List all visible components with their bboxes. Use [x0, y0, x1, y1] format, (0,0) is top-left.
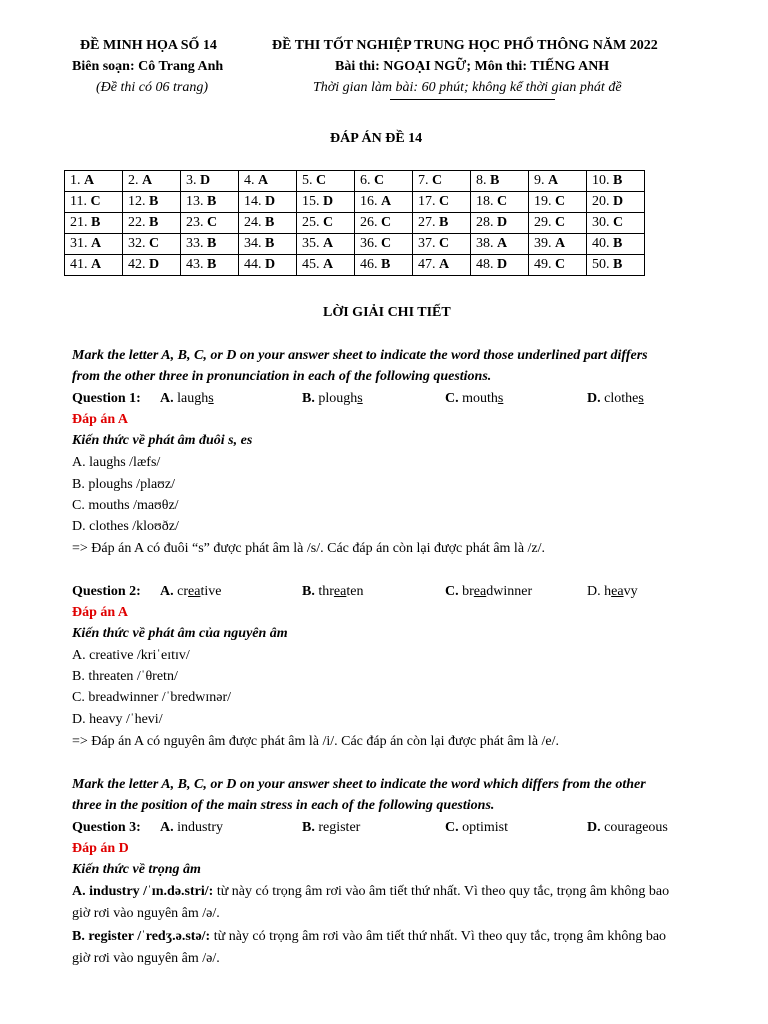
q1-answer: Đáp án A	[72, 412, 129, 427]
answer-table	[64, 170, 645, 276]
answer-row	[65, 171, 645, 192]
q2-option-c: C. breadwinner	[445, 584, 533, 599]
answer-cell: 1. A	[65, 171, 123, 192]
answer-cell: 33. B	[181, 234, 239, 255]
q3-explain-b-2: giờ rơi vào nguyên âm /ə/.	[72, 951, 220, 966]
section2-instruction: Mark the letter A, B, C, or D on your answer sheet to indicate the word which differs from the other	[72, 777, 646, 792]
answer-cell: 18. C	[471, 192, 529, 213]
answer-row	[65, 234, 645, 255]
answer-cell: 35. A	[297, 234, 355, 255]
q1-label: Question 1:	[72, 391, 141, 406]
answer-cell: 37. C	[413, 234, 471, 255]
q1-line-b: B. ploughs /plaʊz/	[72, 477, 175, 492]
answer-cell: 8. B	[471, 171, 529, 192]
q3-option-a: A. industry	[160, 820, 224, 835]
q2-option-d: D. heavy	[587, 584, 638, 599]
answer-cell: 32. C	[123, 234, 181, 255]
answer-cell: 12. B	[123, 192, 181, 213]
q2-label: Question 2:	[72, 584, 141, 599]
answer-cell: 44. D	[239, 255, 297, 276]
header-divider	[390, 99, 555, 100]
answer-cell: 47. A	[413, 255, 471, 276]
answer-cell: 34. B	[239, 234, 297, 255]
answer-cell: 31. A	[65, 234, 123, 255]
answer-row	[65, 255, 645, 276]
q3-explain-a: A. industry /ˈɪn.də.stri/: từ này có trọng âm rơi vào âm tiết thứ nhất. Vì theo quy tắc, trọng âm không bao	[72, 884, 670, 899]
answer-cell: 19. C	[529, 192, 587, 213]
q1-option-a: A. laughs	[160, 391, 214, 406]
q1-option-b: B. ploughs	[302, 391, 363, 406]
answer-cell: 28. D	[471, 213, 529, 234]
q1-topic: Kiến thức về phát âm đuôi s, es	[72, 433, 253, 448]
answer-cell: 46. B	[355, 255, 413, 276]
answer-cell: 38. A	[471, 234, 529, 255]
q2-line-c: C. breadwinner /ˈbredwɪnər/	[72, 690, 231, 705]
q2-option-b: B. threaten	[302, 584, 364, 599]
q1-option-d: D. clothes	[587, 391, 644, 406]
answer-cell: 4. A	[239, 171, 297, 192]
answer-cell: 39. A	[529, 234, 587, 255]
detail-title: LỜI GIẢI CHI TIẾT	[323, 305, 451, 320]
header-left-pages: (Đề thi có 06 trang)	[96, 80, 208, 95]
answer-cell: 27. B	[413, 213, 471, 234]
answer-cell: 21. B	[65, 213, 123, 234]
answer-cell: 15. D	[297, 192, 355, 213]
header-right-title: ĐỀ THI TỐT NGHIỆP TRUNG HỌC PHỔ THÔNG NĂM 2022	[272, 38, 658, 53]
q2-topic: Kiến thức về phát âm của nguyên âm	[72, 626, 288, 641]
answer-cell: 43. B	[181, 255, 239, 276]
answer-cell: 45. A	[297, 255, 355, 276]
answer-cell: 49. C	[529, 255, 587, 276]
header-left-author: Biên soạn: Cô Trang Anh	[72, 59, 224, 74]
answer-cell: 42. D	[123, 255, 181, 276]
q3-option-c: C. optimist	[445, 820, 509, 835]
q2-answer: Đáp án A	[72, 605, 129, 620]
answer-cell: 40. B	[587, 234, 645, 255]
q3-answer: Đáp án D	[72, 841, 129, 856]
q3-explain-a-2: giờ rơi vào nguyên âm /ə/.	[72, 906, 220, 921]
answer-cell: 26. C	[355, 213, 413, 234]
answer-cell: 10. B	[587, 171, 645, 192]
answer-cell: 2. A	[123, 171, 181, 192]
answer-cell: 17. C	[413, 192, 471, 213]
q3-option-d: D. courageous	[587, 820, 668, 835]
answer-key-title: ĐÁP ÁN ĐỀ 14	[330, 131, 423, 146]
q3-explain-b: B. register /ˈredʒ.ə.stə/: từ này có trọng âm rơi vào âm tiết thứ nhất. Vì theo quy tắc, trọng âm không bao	[72, 929, 667, 944]
q2-line-d: D. heavy /ˈhevi/	[72, 712, 163, 727]
answer-cell: 41. A	[65, 255, 123, 276]
q3-option-b: B. register	[302, 820, 361, 835]
answer-cell: 22. B	[123, 213, 181, 234]
header-right-time: Thời gian làm bài: 60 phút; không kể thời gian phát đề	[313, 80, 622, 95]
answer-cell: 5. C	[297, 171, 355, 192]
answer-cell: 48. D	[471, 255, 529, 276]
q2-line-a: A. creative /kriˈeɪtɪv/	[72, 648, 190, 663]
q3-label: Question 3:	[72, 820, 141, 835]
header-left-title: ĐỀ MINH HỌA SỐ 14	[80, 38, 217, 53]
answer-cell: 29. C	[529, 213, 587, 234]
answer-cell: 25. C	[297, 213, 355, 234]
q1-line-c: C. mouths /maʊθz/	[72, 498, 179, 513]
answer-cell: 7. C	[413, 171, 471, 192]
section1-instruction: Mark the letter A, B, C, or D on your answer sheet to indicate the word those underlined part differs	[72, 348, 648, 363]
q2-option-a: A. creative	[160, 584, 222, 599]
answer-row	[65, 213, 645, 234]
answer-cell: 36. C	[355, 234, 413, 255]
section1-instruction-2: from the other three in pronunciation in each of the following questions.	[72, 369, 492, 384]
answer-cell: 11. C	[65, 192, 123, 213]
q1-option-c: C. mouths	[445, 391, 504, 406]
answer-cell: 6. C	[355, 171, 413, 192]
answer-cell: 16. A	[355, 192, 413, 213]
answer-cell: 3. D	[181, 171, 239, 192]
q2-line-b: B. threaten /ˈθretn/	[72, 669, 178, 684]
q1-conclusion: => Đáp án A có đuôi “s” được phát âm là /s/. Các đáp án còn lại được phát âm là /z/.	[72, 541, 546, 556]
header-right-subject: Bài thi: NGOẠI NGỮ; Môn thi: TIẾNG ANH	[335, 59, 610, 74]
answer-cell: 30. C	[587, 213, 645, 234]
answer-cell: 24. B	[239, 213, 297, 234]
section2-instruction-2: three in the position of the main stress in each of the following questions.	[72, 798, 495, 813]
answer-cell: 9. A	[529, 171, 587, 192]
q2-conclusion: => Đáp án A có nguyên âm được phát âm là /i/. Các đáp án còn lại được phát âm là /e/.	[72, 734, 560, 749]
q3-topic: Kiến thức về trọng âm	[72, 862, 201, 877]
answer-cell: 14. D	[239, 192, 297, 213]
answer-cell: 50. B	[587, 255, 645, 276]
answer-cell: 13. B	[181, 192, 239, 213]
q1-line-a: A. laughs /læfs/	[72, 455, 161, 470]
answer-cell: 23. C	[181, 213, 239, 234]
q1-line-d: D. clothes /kloʊðz/	[72, 519, 179, 534]
answer-row	[65, 192, 645, 213]
answer-cell: 20. D	[587, 192, 645, 213]
